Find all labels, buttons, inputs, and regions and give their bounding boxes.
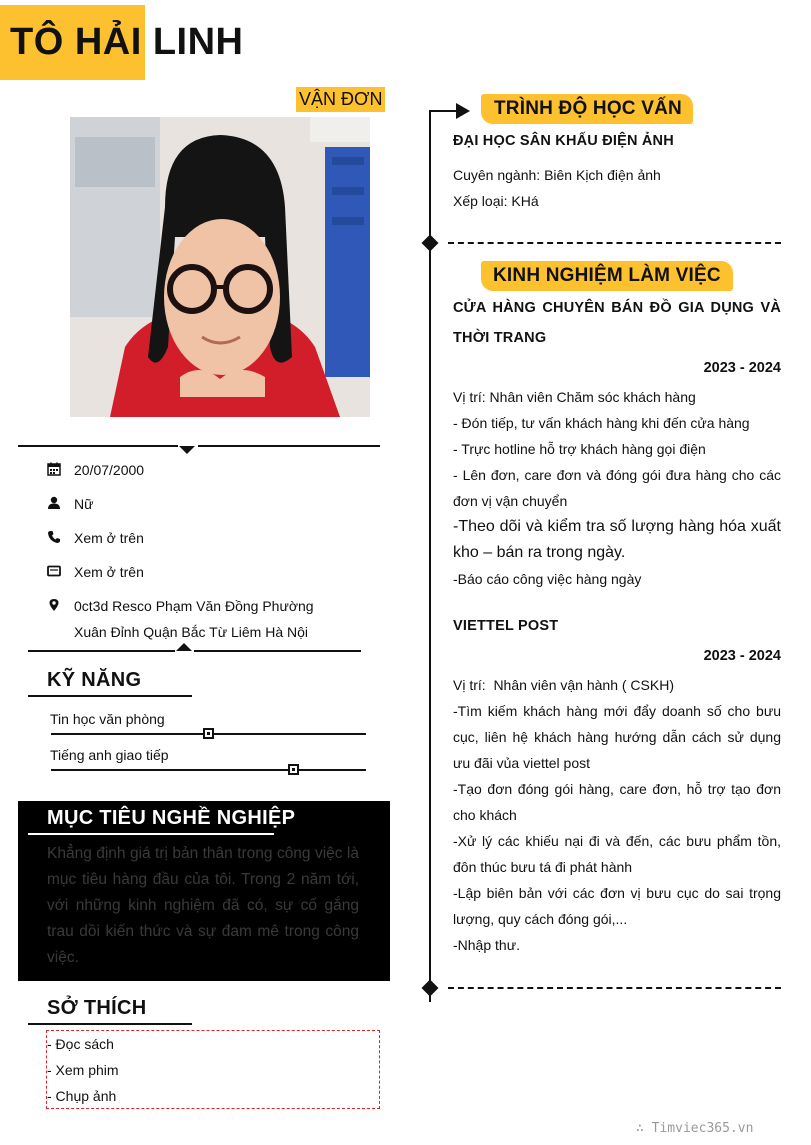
job-company: CỬA HÀNG CHUYÊN BÁN ĐỒ GIA DỤNG VÀ xyxy=(453,300,781,316)
divider-line xyxy=(194,650,361,652)
job-role: Vị trí: Nhân viên Chăm sóc khách hàng xyxy=(453,389,696,405)
skill-label: Tiếng anh giao tiếp xyxy=(50,747,169,763)
dashed-divider xyxy=(448,987,781,989)
watermark: ∴ Timviec365.vn xyxy=(636,1121,754,1136)
profile-photo xyxy=(70,117,370,417)
job-role: Vị trí: Nhân viên vận hành ( CSKH) xyxy=(453,677,674,693)
applied-position: VẬN ĐƠN xyxy=(296,87,385,112)
profile-photo-illustration xyxy=(70,117,370,417)
objective-title-underline xyxy=(28,833,274,835)
job-duty: - Lên đơn, care đơn và đóng gói đưa hàng cho các đơn vị vận chuyển xyxy=(453,467,781,509)
job-duty: -Nhập thư. xyxy=(453,937,520,953)
job-period: 2023 - 2024 xyxy=(703,360,781,376)
divider-line xyxy=(198,445,380,447)
job-duty: - Trực hotline hỗ trợ khách hàng gọi điện xyxy=(453,441,706,457)
hobbies-title-underline xyxy=(28,1023,192,1025)
job-duty: -Tìm kiếm khách hàng mới đẩy doanh số cho bưu cục, liên hệ khách hàng hướng dẫn cách sử dụng ưu đãi vủa viettel post xyxy=(453,703,781,771)
skill-label: Tin học văn phòng xyxy=(50,711,165,727)
skill-track xyxy=(51,769,366,771)
calendar-icon xyxy=(47,462,61,476)
experience-title: KINH NGHIỆM LÀM VIỆC xyxy=(493,265,721,286)
job-company: VIETTEL POST xyxy=(453,618,559,634)
job-duty: -Xử lý các khiếu nại đi và đến, các bưu phẩm tồn, đôn thúc bưu tá đi phát hành xyxy=(453,833,781,875)
timeline-diamond xyxy=(422,235,439,252)
education-title: TRÌNH ĐỘ HỌC VẤN xyxy=(494,98,682,119)
location-icon xyxy=(47,598,61,612)
hobby-item: - Đọc sách xyxy=(47,1036,114,1052)
candidate-name: TÔ HẢI LINH xyxy=(10,21,244,63)
job-duty: -Lập biên bản với các đơn vị bưu cục do sai trọng lượng, quy cách đóng gói,... xyxy=(453,885,781,927)
phone-icon xyxy=(47,530,61,544)
timeline-diamond xyxy=(422,980,439,997)
job-duty: -Báo cáo công việc hàng ngày xyxy=(453,571,642,587)
divider-line xyxy=(18,445,178,447)
divider-triangle xyxy=(179,446,195,454)
arrow-right-icon xyxy=(456,103,470,124)
education-rank: Xếp loại: KHá xyxy=(453,193,539,209)
job-duty: -Tạo đơn đóng gói hàng, care đơn, hỗ trợ tạo đơn cho khách xyxy=(453,781,781,823)
objective-text: Khẳng định giá trị bản thân trong công việc là mục tiêu hàng đầu của tôi. Trong 2 năm tới, với những kinh nghiệm đã có, sự cố gắng trau dồi kiến thức và sự đam mê trong công việc. xyxy=(47,845,359,966)
contact-email: Xem ở trên xyxy=(74,564,144,580)
job-duty: -Theo dõi và kiểm tra số lượng hàng hóa xuất kho – bán ra trong ngày. xyxy=(453,518,781,561)
contact-gender: Nữ xyxy=(74,496,94,512)
job-period: 2023 - 2024 xyxy=(703,648,781,664)
contact-phone: Xem ở trên xyxy=(74,530,144,546)
timeline-connector xyxy=(429,110,459,112)
hobbies-title: SỞ THÍCH xyxy=(47,997,147,1019)
skill-knob xyxy=(288,764,299,775)
job-duty: - Đón tiếp, tư vấn khách hàng khi đến cửa hàng xyxy=(453,415,750,431)
contact-birthday: 20/07/2000 xyxy=(74,462,145,478)
divider-line xyxy=(28,650,175,652)
job-company: THỜI TRANG xyxy=(453,330,547,346)
skills-title-underline xyxy=(28,695,192,697)
skill-knob xyxy=(203,728,214,739)
education-school: ĐẠI HỌC SÂN KHẤU ĐIỆN ẢNH xyxy=(453,133,674,149)
hobby-item: - Xem phim xyxy=(47,1062,119,1078)
contact-address-line2: Xuân Đỉnh Quận Bắc Từ Liêm Hà Nội xyxy=(74,624,309,640)
hobby-item: - Chụp ảnh xyxy=(47,1088,117,1104)
education-major: Cuyên ngành: Biên Kịch điện ảnh xyxy=(453,167,661,183)
user-icon xyxy=(47,496,61,510)
skills-title: KỸ NĂNG xyxy=(47,669,142,691)
dashed-divider xyxy=(448,242,781,244)
objective-title: MỤC TIÊU NGHỀ NGHIỆP xyxy=(47,807,296,829)
divider-triangle xyxy=(176,643,192,651)
email-icon xyxy=(47,564,61,578)
contact-address-line1: 0ct3d Resco Phạm Văn Đồng Phường xyxy=(74,598,314,614)
